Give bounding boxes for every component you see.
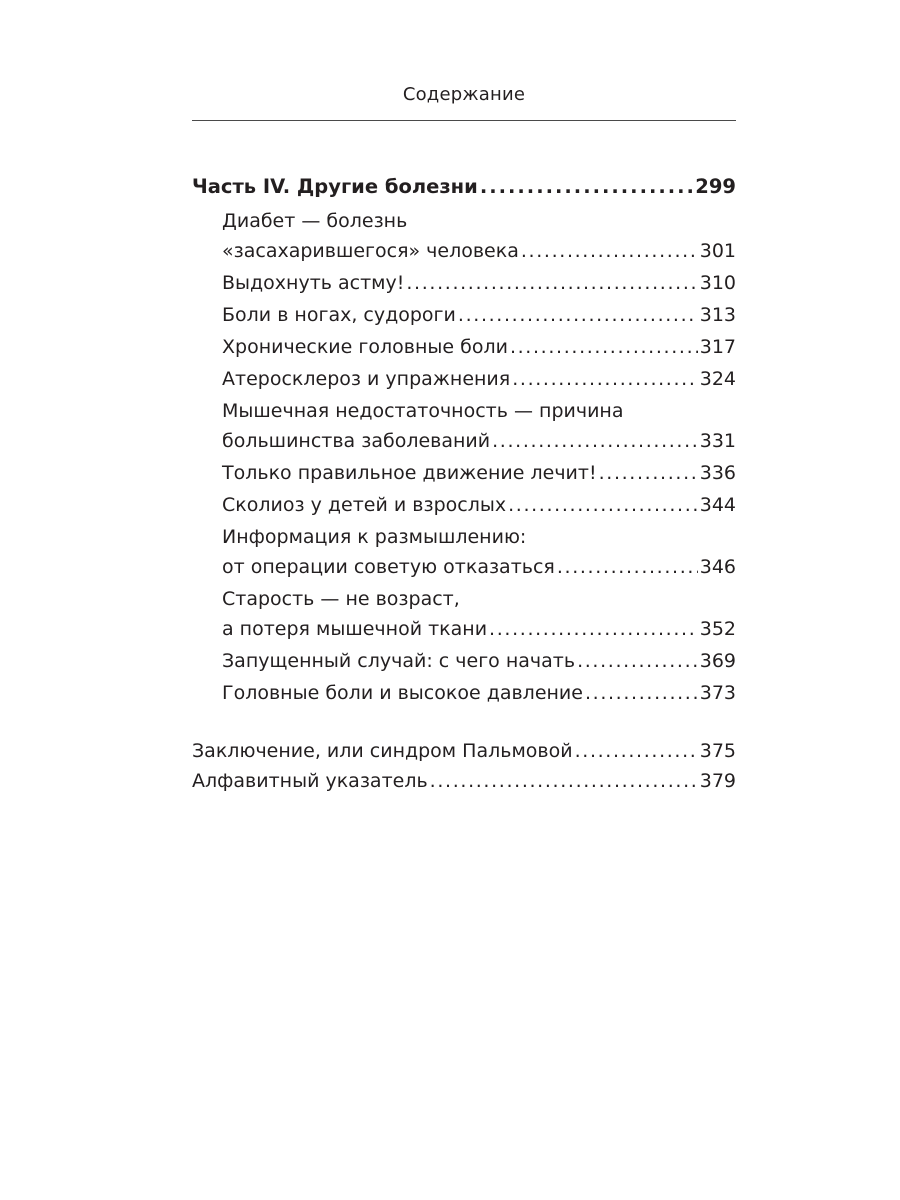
toc-entry-page: 331 [699,430,736,452]
dot-leader [508,490,698,520]
toc-entry-leg-pain[interactable] [192,300,736,330]
toc-entry-title-line1: Информация к размышлению: [222,526,527,548]
toc-entry-title: Запущенный случай: с чего начать [222,650,576,672]
toc-entry-title: Алфавитный указатель [192,770,428,792]
dot-leader [489,614,698,644]
toc-entry-asthma[interactable] [192,268,736,298]
toc-part-heading[interactable] [192,172,736,202]
dot-leader [557,552,698,582]
toc-entry-diabetes[interactable] [192,206,736,266]
toc-entry-title-line1: Старость — не возраст, [222,588,460,610]
dot-leader [512,364,698,394]
dot-leader [521,236,698,266]
toc-entry-title: «засахарившегося» человека [222,240,519,262]
toc-entry-page: 379 [699,770,736,792]
toc-entry-page: 344 [699,494,736,516]
dot-leader [430,766,698,796]
dot-leader [492,426,698,456]
toc-entry-title: Выдохнуть астму! [222,272,405,294]
toc-entry-headaches[interactable] [192,332,736,362]
toc-entry-title: Атеросклероз и упражнения [222,368,511,390]
dot-leader [510,332,698,362]
toc-entry-title: Боли в ногах, судороги [222,304,456,326]
dot-leader [599,458,698,488]
toc-entry-title: Хронические головные боли [222,336,508,358]
dot-leader [458,300,698,330]
toc-entry-title: от операции советую отказаться [222,556,555,578]
toc-part-title: Часть IV. Другие болезни [192,175,478,198]
page-header-title: Содержание [402,84,526,105]
toc-entry-muscle-insufficiency[interactable] [192,396,736,456]
toc-entry-index[interactable] [192,766,736,796]
toc-entry-title-line1: Мышечная недостаточность — причина [222,400,624,422]
toc-entry-title: Сколиоз у детей и взрослых [222,494,507,516]
toc-entry-title: Только правильное движение лечит! [222,462,597,484]
toc-entry-title: Заключение, или синдром Пальмовой [192,740,573,762]
toc-entry-title: а потеря мышечной ткани [222,618,488,640]
toc-entry-conclusion[interactable] [192,736,736,766]
table-of-contents [192,172,736,796]
toc-entry-old-age[interactable] [192,584,736,644]
toc-entry-page: 373 [699,682,736,704]
dot-leader [577,646,698,676]
toc-entry-high-pressure[interactable] [192,678,736,708]
toc-part-page: 299 [695,175,736,198]
toc-entry-page: 369 [699,650,736,672]
toc-entry-atherosclerosis[interactable] [192,364,736,394]
toc-entry-page: 346 [699,556,736,578]
dot-leader [480,172,693,202]
toc-entry-page: 352 [699,618,736,640]
toc-entry-page: 310 [699,272,736,294]
toc-entry-title: большинства заболеваний [222,430,491,452]
toc-entry-title: Головные боли и высокое давление [222,682,583,704]
dot-leader [406,268,697,298]
toc-entry-page: 313 [699,304,736,326]
toc-entry-page: 317 [699,336,736,358]
toc-entry-page: 324 [699,368,736,390]
dot-leader [585,678,698,708]
toc-entry-page: 375 [699,740,736,762]
header-divider [192,120,736,121]
toc-entry-page: 336 [699,462,736,484]
toc-entry-food-for-thought[interactable] [192,522,736,582]
toc-entry-scoliosis[interactable] [192,490,736,520]
dot-leader [575,736,698,766]
toc-entry-page: 301 [699,240,736,262]
toc-entry-title-line1: Диабет — болезнь [222,210,408,232]
toc-entry-advanced-case[interactable] [192,646,736,676]
toc-entry-right-movement[interactable] [192,458,736,488]
